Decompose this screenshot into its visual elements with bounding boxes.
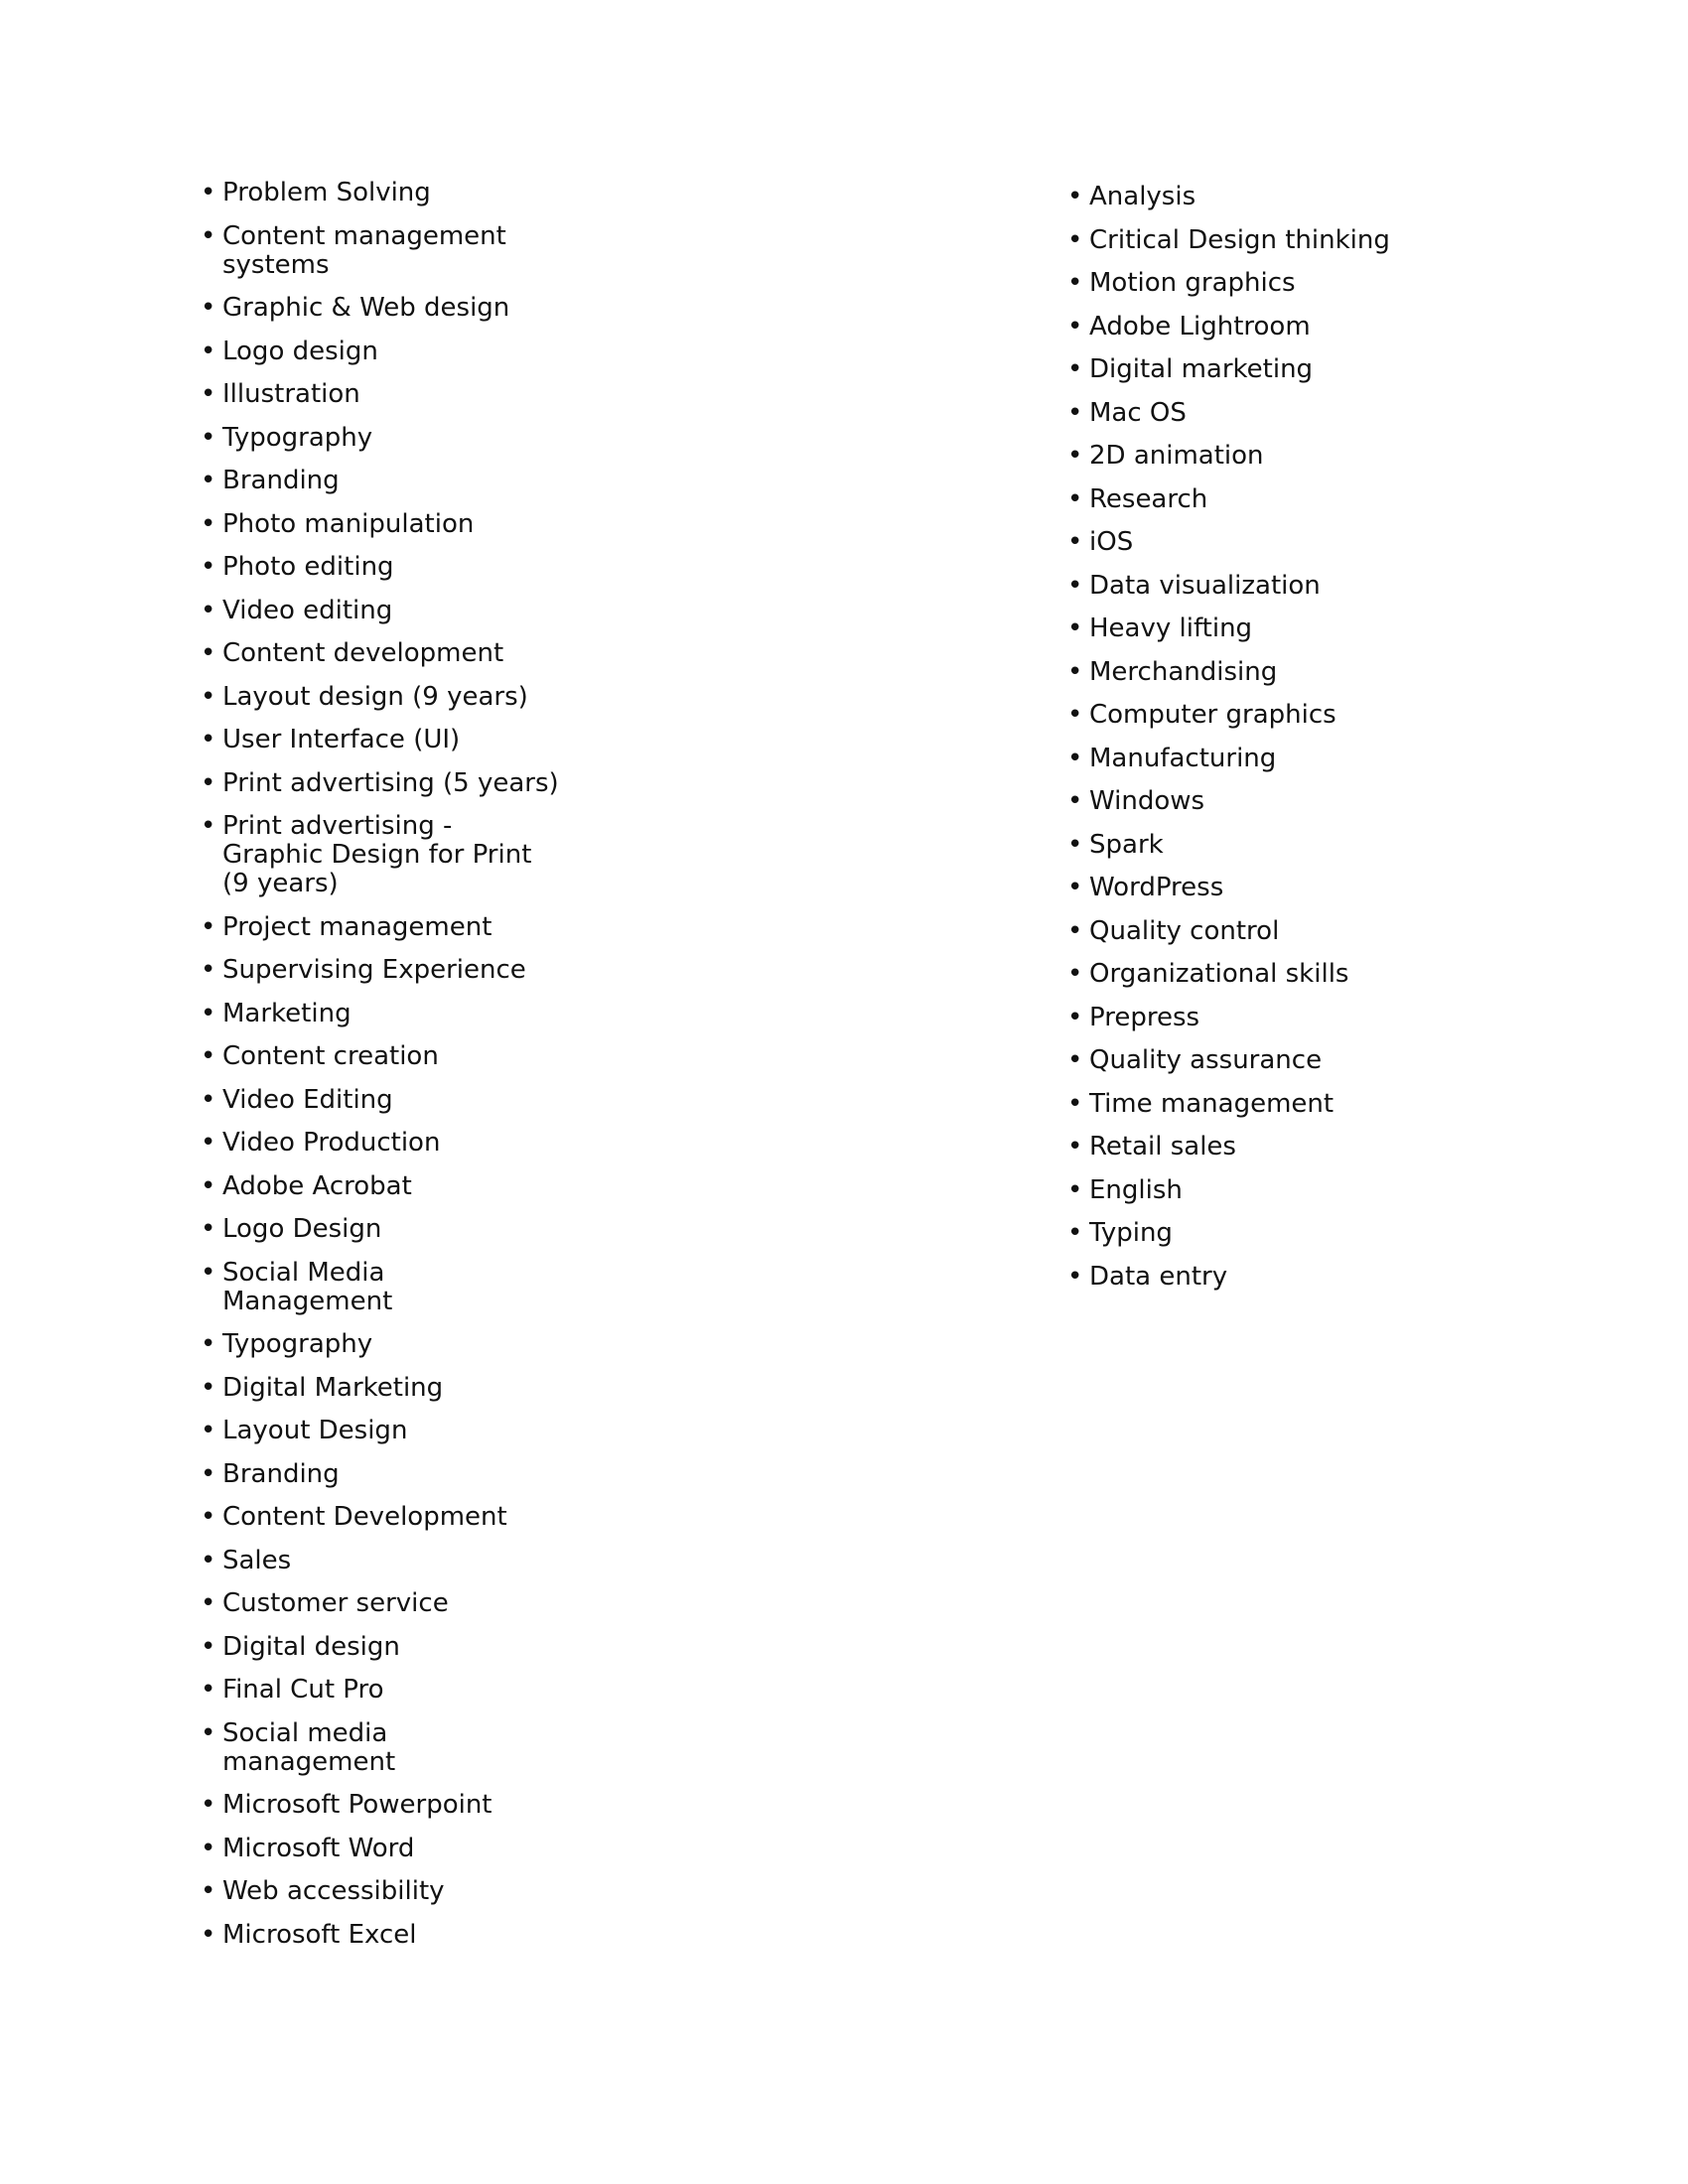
skill-item: [201, 380, 955, 409]
bullet-icon: •: [1067, 224, 1083, 255]
bullet-icon: •: [1067, 1218, 1083, 1248]
skill-label: Research: [1089, 483, 1208, 514]
skill-label: Web accessibility: [222, 1876, 445, 1906]
skill-item: [1067, 269, 1623, 298]
skill-item: [201, 1791, 955, 1820]
bullet-icon: •: [1067, 656, 1083, 687]
skill-item: [201, 467, 955, 495]
bullet-icon: •: [201, 466, 216, 495]
skill-item: [1067, 1176, 1623, 1205]
skill-label: Critical Design thinking: [1089, 224, 1390, 255]
bullet-icon: •: [1067, 354, 1083, 384]
skill-label: Manufacturing: [1089, 743, 1277, 773]
skill-item: [201, 913, 955, 942]
skill-item: [1067, 1090, 1623, 1119]
skill-item: [201, 1374, 955, 1403]
skill-label: Photo editing: [222, 552, 394, 582]
skill-item: [1067, 226, 1623, 255]
skill-label: Computer graphics: [1089, 700, 1336, 730]
bullet-icon: •: [1067, 959, 1083, 989]
skill-label: User Interface (UI): [222, 725, 461, 754]
skill-item: [1067, 960, 1623, 989]
skill-label: Photo manipulation: [222, 508, 475, 539]
skill-item: [201, 1417, 955, 1445]
bullet-icon: •: [1067, 1174, 1083, 1205]
skill-item: [201, 553, 955, 582]
skill-item: [201, 1547, 955, 1575]
skill-label: Branding: [222, 466, 340, 495]
bullet-icon: •: [201, 1128, 216, 1158]
bullet-icon: •: [201, 1502, 216, 1532]
skill-label: Spark: [1089, 829, 1164, 860]
skill-label: Time management: [1089, 1088, 1335, 1119]
skill-item: [1067, 1004, 1623, 1032]
skill-label: Supervising Experience: [222, 955, 526, 985]
skill-label: Problem Solving: [222, 178, 431, 207]
skill-item: [201, 424, 955, 453]
skill-item: [201, 222, 955, 280]
skill-label: iOS: [1089, 527, 1134, 557]
bullet-icon: •: [1067, 829, 1083, 860]
bullet-icon: •: [201, 1919, 216, 1950]
skill-label: Sales: [222, 1545, 292, 1575]
skill-label: English: [1089, 1174, 1183, 1205]
skill-item: [1067, 442, 1623, 471]
bullet-icon: •: [201, 1084, 216, 1115]
skill-item: [201, 338, 955, 366]
bullet-icon: •: [1067, 311, 1083, 341]
skill-label: Typing: [1089, 1218, 1173, 1248]
bullet-icon: •: [201, 508, 216, 539]
bullet-icon: •: [1067, 527, 1083, 557]
skill-item: [201, 726, 955, 754]
skill-item: [201, 179, 955, 207]
skill-item: [201, 1000, 955, 1028]
bullet-icon: •: [201, 1214, 216, 1244]
skill-item: [201, 639, 955, 668]
bullet-icon: •: [201, 1717, 216, 1748]
skill-label: Content Development: [222, 1502, 507, 1532]
skill-item: [1067, 701, 1623, 730]
bullet-icon: •: [201, 1458, 216, 1489]
bullet-icon: •: [201, 767, 216, 798]
skill-item: [1067, 1219, 1623, 1248]
skill-label: Microsoft Excel: [222, 1919, 417, 1950]
skill-label: Video Editing: [222, 1084, 393, 1115]
bullet-icon: •: [201, 595, 216, 625]
bullet-icon: •: [1067, 1261, 1083, 1292]
skill-label: Microsoft Word: [222, 1833, 415, 1863]
skill-item: [201, 1086, 955, 1115]
skill-item: [1067, 787, 1623, 816]
bullet-icon: •: [201, 1833, 216, 1863]
skill-item: [201, 683, 955, 712]
bullet-icon: •: [201, 379, 216, 409]
bullet-icon: •: [201, 1170, 216, 1201]
skill-item: [201, 1503, 955, 1532]
bullet-icon: •: [201, 293, 216, 323]
bullet-icon: •: [201, 1876, 216, 1906]
skill-label: Print advertising - Graphic Design for Print (9 years): [222, 811, 532, 898]
bullet-icon: •: [1067, 483, 1083, 514]
skill-label: Social media management: [222, 1717, 396, 1777]
bullet-icon: •: [1067, 614, 1083, 643]
bullet-icon: •: [201, 1675, 216, 1705]
skill-label: Heavy lifting: [1089, 614, 1253, 643]
skill-item: [201, 769, 955, 798]
bullet-icon: •: [201, 1416, 216, 1445]
skill-label: Digital marketing: [1089, 354, 1314, 384]
skill-label: Motion graphics: [1089, 268, 1296, 298]
skill-label: Video editing: [222, 595, 393, 625]
skill-item: [201, 812, 955, 898]
skill-label: Layout Design: [222, 1416, 408, 1445]
skill-item: [201, 1719, 955, 1777]
skill-label: Typography: [222, 1329, 373, 1359]
bullet-icon: •: [201, 1631, 216, 1662]
skills-list-left: [201, 179, 955, 1964]
skill-label: Social Media Management: [222, 1257, 393, 1316]
skill-item: [201, 294, 955, 323]
bullet-icon: •: [201, 178, 216, 207]
skill-label: Content management systems: [222, 220, 506, 280]
bullet-icon: •: [201, 1372, 216, 1403]
skill-label: Marketing: [222, 998, 352, 1028]
skill-label: Logo design: [222, 336, 378, 366]
skill-label: Logo Design: [222, 1214, 382, 1244]
skill-item: [201, 597, 955, 625]
skill-label: Final Cut Pro: [222, 1675, 384, 1705]
bullet-icon: •: [201, 955, 216, 985]
skill-item: [1067, 183, 1623, 211]
skill-item: [201, 1215, 955, 1244]
skill-item: [201, 1129, 955, 1158]
skill-item: [201, 956, 955, 985]
bullet-icon: •: [201, 1329, 216, 1359]
skill-label: Graphic & Web design: [222, 293, 510, 323]
skill-label: Illustration: [222, 379, 360, 409]
bullet-icon: •: [201, 1790, 216, 1820]
skill-label: Analysis: [1089, 182, 1196, 211]
skill-item: [201, 1460, 955, 1489]
bullet-icon: •: [1067, 441, 1083, 471]
bullet-icon: •: [201, 811, 216, 841]
bullet-icon: •: [1067, 570, 1083, 601]
bullet-icon: •: [201, 725, 216, 754]
skill-item: [1067, 874, 1623, 902]
bullet-icon: •: [201, 998, 216, 1028]
skill-label: Quality assurance: [1089, 1045, 1323, 1075]
skill-item: [201, 1172, 955, 1201]
bullet-icon: •: [201, 1257, 216, 1288]
skill-label: Digital Marketing: [222, 1372, 444, 1403]
bullet-icon: •: [201, 1588, 216, 1618]
skill-item: [201, 1835, 955, 1863]
skill-item: [1067, 614, 1623, 643]
skill-label: 2D animation: [1089, 441, 1264, 471]
skill-item: [1067, 528, 1623, 557]
bullet-icon: •: [1067, 700, 1083, 730]
skill-label: Adobe Lightroom: [1089, 311, 1311, 341]
skill-label: Adobe Acrobat: [222, 1170, 412, 1201]
bullet-icon: •: [1067, 1002, 1083, 1032]
skill-item: [1067, 745, 1623, 773]
skill-label: Content creation: [222, 1041, 439, 1071]
skill-item: [201, 1676, 955, 1705]
skill-item: [1067, 485, 1623, 514]
skill-item: [1067, 831, 1623, 860]
skill-label: Data entry: [1089, 1261, 1228, 1292]
skill-label: Retail sales: [1089, 1132, 1236, 1161]
skill-item: [1067, 355, 1623, 384]
skill-item: [201, 1042, 955, 1071]
skill-item: [1067, 399, 1623, 428]
skill-item: [1067, 1263, 1623, 1292]
bullet-icon: •: [1067, 873, 1083, 902]
skill-label: Print advertising (5 years): [222, 767, 559, 798]
skill-label: Merchandising: [1089, 656, 1278, 687]
bullet-icon: •: [201, 911, 216, 942]
skill-label: Data visualization: [1089, 570, 1321, 601]
bullet-icon: •: [201, 638, 216, 668]
bullet-icon: •: [1067, 1132, 1083, 1161]
skill-label: Organizational skills: [1089, 959, 1349, 989]
skill-item: [1067, 917, 1623, 946]
skill-label: Branding: [222, 1458, 340, 1489]
skill-label: Typography: [222, 422, 373, 453]
bullet-icon: •: [1067, 182, 1083, 211]
bullet-icon: •: [201, 422, 216, 453]
bullet-icon: •: [201, 552, 216, 582]
skill-item: [1067, 1046, 1623, 1075]
skill-label: Digital design: [222, 1631, 400, 1662]
skill-item: [201, 1921, 955, 1950]
bullet-icon: •: [1067, 1045, 1083, 1075]
skill-label: Customer service: [222, 1588, 449, 1618]
skill-label: Quality control: [1089, 915, 1280, 946]
bullet-icon: •: [1067, 397, 1083, 428]
skill-item: [1067, 658, 1623, 687]
skill-label: Video Production: [222, 1128, 441, 1158]
bullet-icon: •: [201, 220, 216, 251]
skill-item: [201, 1589, 955, 1618]
bullet-icon: •: [1067, 1088, 1083, 1119]
skill-label: Layout design (9 years): [222, 681, 528, 712]
skill-label: Windows: [1089, 786, 1205, 816]
bullet-icon: •: [201, 1545, 216, 1575]
skill-item: [201, 510, 955, 539]
skill-item: [201, 1633, 955, 1662]
bullet-icon: •: [201, 681, 216, 712]
bullet-icon: •: [1067, 268, 1083, 298]
bullet-icon: •: [1067, 786, 1083, 816]
skill-label: Prepress: [1089, 1002, 1200, 1032]
skill-label: Project management: [222, 911, 492, 942]
skill-item: [1067, 313, 1623, 341]
skill-item: [1067, 1133, 1623, 1161]
skill-label: WordPress: [1089, 873, 1224, 902]
skill-label: Content development: [222, 638, 504, 668]
bullet-icon: •: [201, 1041, 216, 1071]
skill-label: Microsoft Powerpoint: [222, 1790, 492, 1820]
skill-item: [201, 1877, 955, 1906]
skill-label: Mac OS: [1089, 397, 1187, 428]
skills-list-right: [1067, 183, 1623, 1305]
skill-item: [201, 1259, 955, 1316]
bullet-icon: •: [1067, 915, 1083, 946]
skill-item: [1067, 572, 1623, 601]
bullet-icon: •: [201, 336, 216, 366]
bullet-icon: •: [1067, 743, 1083, 773]
skill-item: [201, 1330, 955, 1359]
